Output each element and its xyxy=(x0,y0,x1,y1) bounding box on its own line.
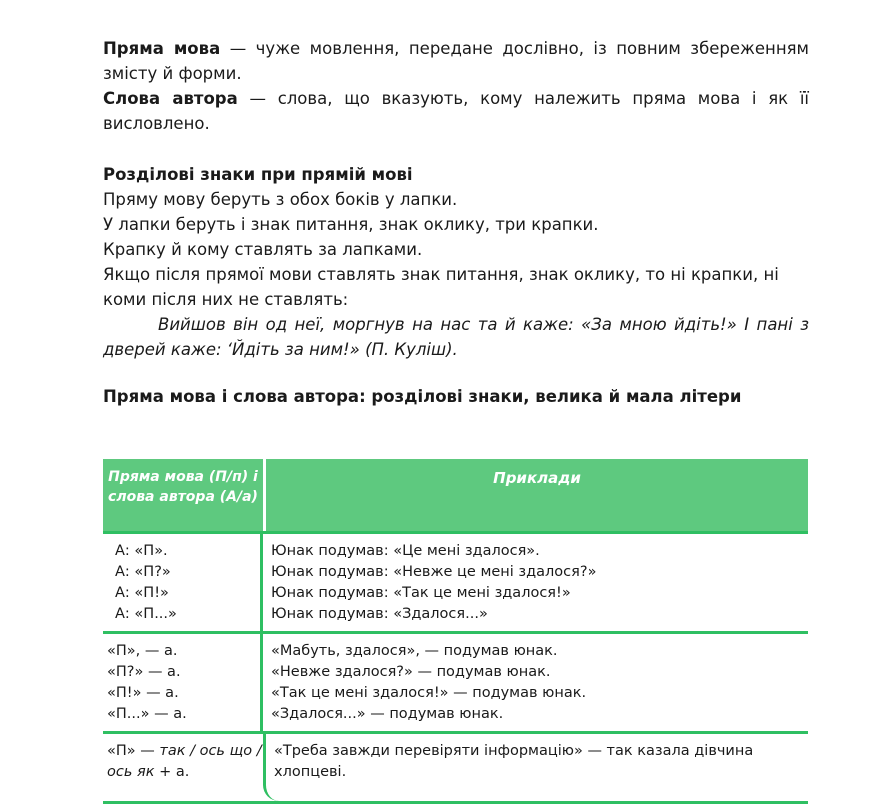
example: «Треба завжди перевіряти інформацію» — так казала дівчина хлопцеві. xyxy=(274,743,754,780)
rule-line: Пряму мову беруть з обох боків у лапки. xyxy=(103,190,458,209)
rule-line: Якщо після прямої мови ставлять знак питання, знак оклику, то ні крапки, ні коми після них не ставлять: xyxy=(103,265,779,309)
example: «Невже здалося?» — подумав юнак. xyxy=(271,664,551,680)
example: Юнак подумав: «Здалося...» xyxy=(271,606,488,622)
rule-line: Крапку й кому ставлять за лапками. xyxy=(103,240,423,259)
term: Слова автора xyxy=(103,89,238,108)
rules-table xyxy=(103,459,808,804)
table-row xyxy=(103,734,808,804)
definition-author-words xyxy=(103,86,809,136)
pattern: + а. xyxy=(154,764,190,780)
pattern-cell xyxy=(103,734,263,801)
pattern: «П?» — а. xyxy=(107,664,181,680)
main-content xyxy=(103,36,809,362)
section-heading: Пряма мова і слова автора: розділові знаки, велика й мала літери xyxy=(103,387,742,406)
example: Юнак подумав: «Це мені здалося». xyxy=(271,543,540,559)
definition-text: — слова, що вказують, кому належить пряма мова і як її висловлено. xyxy=(103,89,809,133)
example-quote: Вийшов він од неї, моргнув на нас та й каже: «За мною йдіть!» І пані з дверей каже: ‘Йдіть за ним!» (П. Куліш). xyxy=(103,315,809,359)
pattern: «П...» — а. xyxy=(107,706,187,722)
example: «Мабуть, здалося», — подумав юнак. xyxy=(271,643,558,659)
table-row xyxy=(103,534,808,634)
pattern: «П» — xyxy=(107,743,160,759)
header-col-pattern: Пряма мова (П/п) і слова автора (А/а) xyxy=(103,459,266,531)
definition-direct-speech xyxy=(103,36,809,86)
rule-line: У лапки беруть і знак питання, знак оклику, три крапки. xyxy=(103,215,599,234)
punctuation-heading: Розділові знаки при прямій мові xyxy=(103,165,413,184)
header-col-examples: Приклади xyxy=(493,469,581,487)
pattern-italic: так / ось що / ось як xyxy=(107,743,262,780)
examples-cell xyxy=(263,734,808,801)
pattern: «П», — а. xyxy=(107,643,178,659)
table-row xyxy=(103,634,808,734)
pattern-cell xyxy=(103,534,263,631)
table-header xyxy=(103,459,808,534)
example: Юнак подумав: «Так це мені здалося!» xyxy=(271,585,571,601)
term: Пряма мова xyxy=(103,39,221,58)
pattern: А: «П...» xyxy=(115,606,177,622)
example: «Здалося...» — подумав юнак. xyxy=(271,706,504,722)
pattern: А: «П!» xyxy=(115,585,169,601)
examples-cell xyxy=(263,534,808,631)
pattern: А: «П?» xyxy=(115,564,171,580)
examples-cell xyxy=(263,634,808,731)
pattern: А: «П». xyxy=(115,543,168,559)
example: «Так це мені здалося!» — подумав юнак. xyxy=(271,685,587,701)
example: Юнак подумав: «Невже це мені здалося?» xyxy=(271,564,597,580)
pattern: «П!» — а. xyxy=(107,685,179,701)
definition-text: — чуже мовлення, передане дослівно, із повним збереженням змісту й форми. xyxy=(103,39,809,83)
pattern-cell xyxy=(103,634,263,731)
